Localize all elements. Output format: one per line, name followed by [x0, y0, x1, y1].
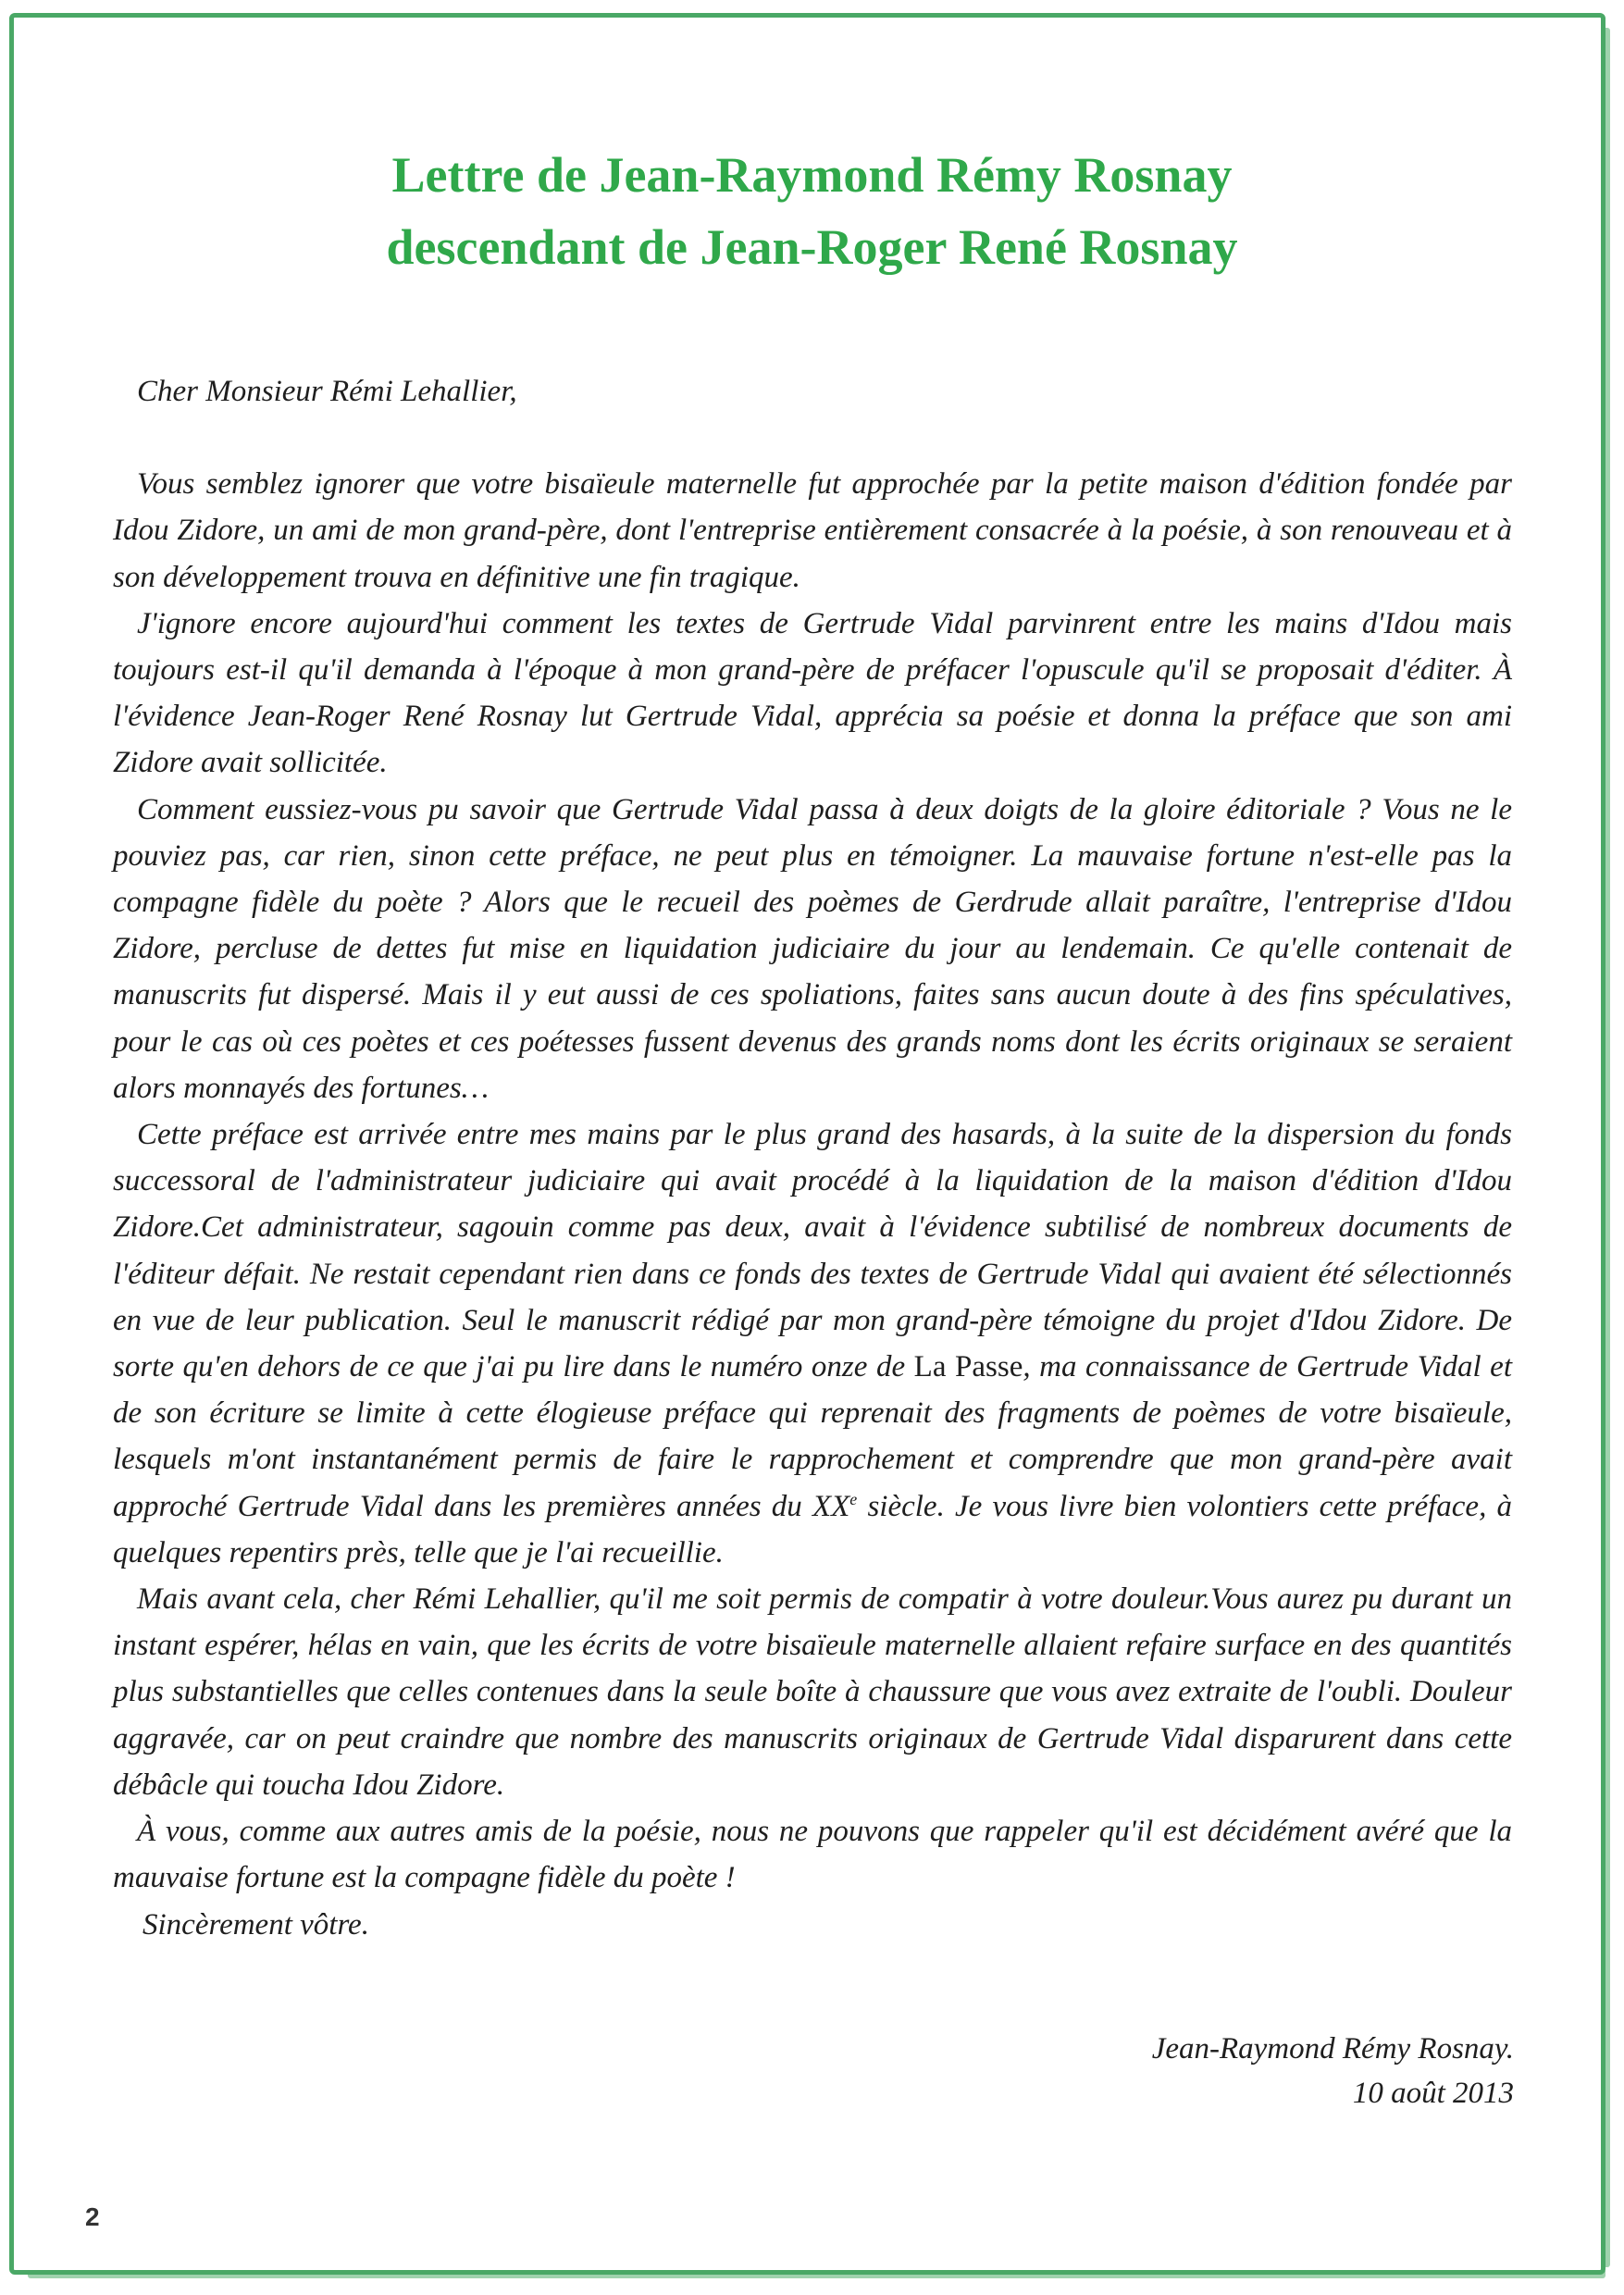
- journal-title: La Passe: [913, 1350, 1023, 1384]
- paragraph-6: À vous, comme aux autres amis de la poésie, nous ne pouvons que rappeler qu'il est décidément avéré que la mauvaise fortune est la compagne fidèle du poète !: [113, 1815, 1512, 1895]
- paragraph-3: Comment eussiez-vous pu savoir que Gertrude Vidal passa à deux doigts de la gloire éditoriale ? Vous ne le pouviez pas, car rien, sinon cette préface, ne peut plus en témoigner. La mauvaise fortune n'est-elle pas la compagne fidèle du poète ? Alors que le recueil des poèmes de Gerdrude allait paraître, l'entreprise d'Idou Zidore, percluse de dettes fut mise en liquidation judiciaire du jour au lendemain. Ce qu'elle contenait de manuscrits fut dispersé. Mais il y eut aussi de ces spoliations, faites sans aucun doute à des fins spéculatives, pour le cas où ces poètes et ces poétesses fussent devenus des grands noms dont les écrits originaux se seraient alors monnayés des fortunes…: [113, 792, 1512, 1105]
- paragraph-2: J'ignore encore aujourd'hui comment les textes de Gertrude Vidal parvinrent entre les mains d'Idou mais toujours est-il qu'il demanda à l'époque à mon grand-père de préfacer l'opuscule qu'il se proposait d'éditer. À l'évidence Jean-Roger René Rosnay lut Gertrude Vidal, apprécia sa poésie et donna la préface que son ami Zidore avait sollicitée.: [113, 606, 1512, 780]
- salutation: Cher Monsieur Rémi Lehallier,: [137, 375, 517, 408]
- paragraph-5: Mais avant cela, cher Rémi Lehallier, qu'il me soit permis de compatir à votre douleur.Vous aurez pu durant un instant espérer, hélas en vain, que les écrits de votre bisaïeule maternelle allaient refaire surface en des quantités plus substantielles que celles contenues dans la seule boîte à chaussure que vous avez extraite de l'oubli. Douleur aggravée, car on peut craindre que nombre des manuscrits originaux de Gertrude Vidal disparurent dans cette débâcle qui toucha Idou Zidore.: [113, 1582, 1512, 1802]
- paragraph-4-part-b: , ma connaissance de Gertrude Vidal et de son écriture se limite à cette élogieuse préface qui reprenait des fragments de poèmes de votre bisaïeule, lesquels m'ont instantanément permis de faire le rapprochement et comprendre que mon grand-père avait approché Gertrude Vidal dans les premières années du: [113, 1350, 1512, 1523]
- paragraph-4-part-c: siècle. Je vous livre bien volontiers cette préface, à quelques repentirs près, telle que je l'ai recueillie.: [113, 1489, 1512, 1569]
- signature-block: [925, 2027, 1514, 2115]
- letter-body: [113, 368, 1512, 1948]
- title-line-1: Lettre de Jean-Raymond Rémy Rosnay: [391, 147, 1233, 203]
- paragraph-1: Vous semblez ignorer que votre bisaïeule maternelle fut approchée par la petite maison d'édition fondée par Idou Zidore, un ami de mon grand-père, dont l'entreprise entièrement consacrée à la poésie, à son renouveau et à son développement trouva en définitive une fin tragique.: [113, 467, 1512, 594]
- century-numeral: XX: [812, 1489, 850, 1523]
- page-title: [0, 139, 1624, 283]
- paragraph-4-part-a: Cette préface est arrivée entre mes mains par le plus grand des hasards, à la suite de la dispersion du fonds successoral de l'administrateur judiciaire qui avait procédé à la liquidation de la maison d'édition d'Idou Zidore.Cet administrateur, sagouin comme pas deux, avait à l'évidence subtilisé de nombreux documents de l'éditeur défait. Ne restait cependant rien dans ce fonds des textes de Gertrude Vidal qui avaient été sélectionnés en vue de leur publication. Seul le manuscrit rédigé par mon grand-père témoigne du projet d'Idou Zidore. De sorte qu'en dehors de ce que j'ai pu lire dans le numéro onze de: [113, 1118, 1512, 1384]
- paragraph-4: [113, 1111, 1512, 1576]
- page-number: 2: [85, 2202, 100, 2231]
- title-line-2: descendant de Jean-Roger René Rosnay: [386, 219, 1238, 275]
- signature-date: 10 août 2013: [1352, 2077, 1514, 2110]
- signature-name: Jean-Raymond Rémy Rosnay.: [1151, 2032, 1514, 2066]
- closing: Sincèrement vôtre.: [143, 1907, 369, 1941]
- century-superscript: e: [849, 1489, 858, 1508]
